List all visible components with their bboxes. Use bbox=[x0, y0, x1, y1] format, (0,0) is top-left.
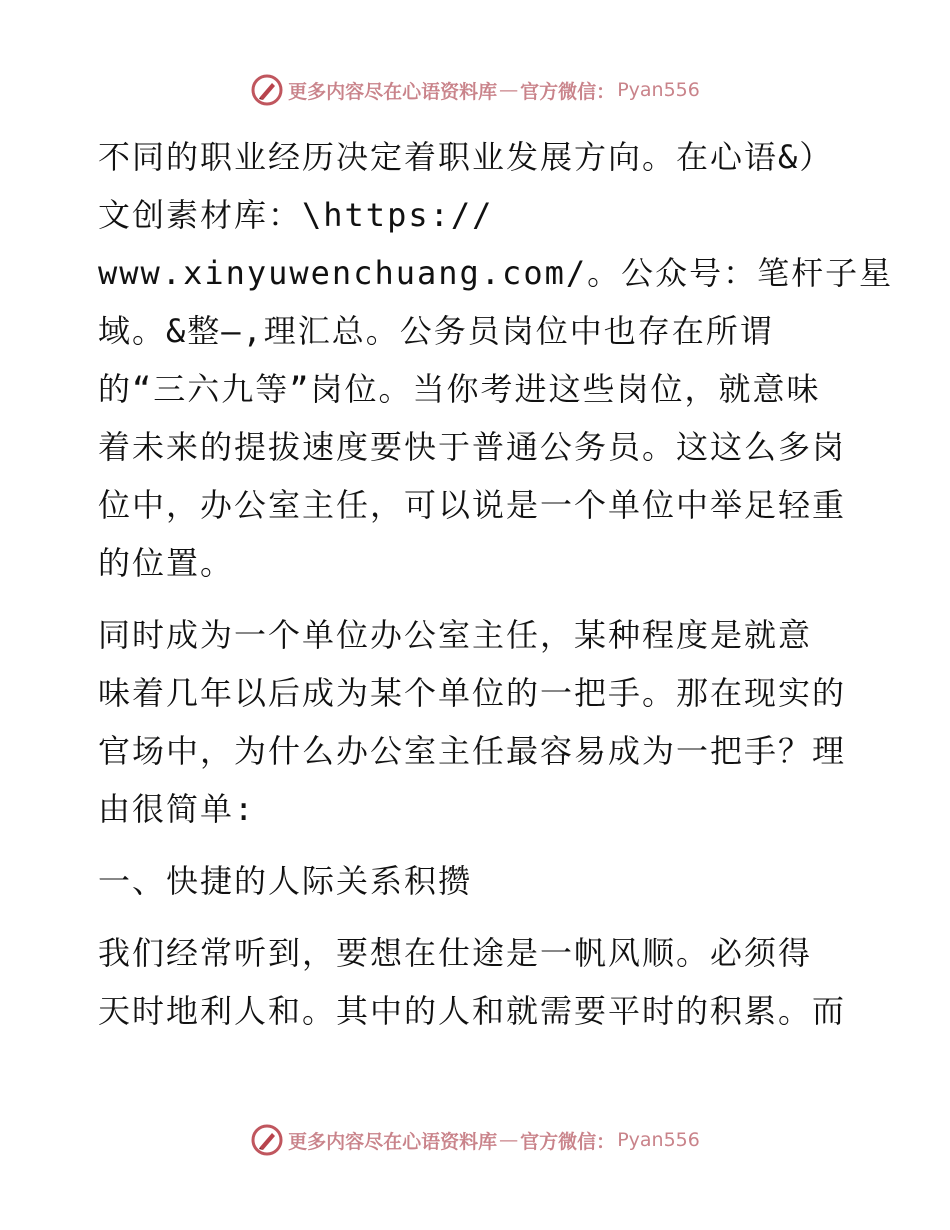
section-heading: 一、快捷的人际关系积攒 bbox=[98, 862, 473, 900]
paragraph-1 bbox=[98, 128, 894, 592]
footer-watermark-banner bbox=[0, 1120, 950, 1160]
banner-wechat-id: Pyan556 bbox=[617, 1129, 700, 1151]
banner-wechat-label: 官方微信： bbox=[520, 80, 616, 103]
paragraph-3 bbox=[98, 924, 858, 1040]
text-line: 着未来的提拔速度要快于普通公务员。这这么多岗 bbox=[98, 428, 847, 466]
text-line: 我们经常听到，要想在仕途是一帆风顺。必须得 bbox=[98, 934, 813, 972]
text-line: 味着几年以后成为某个单位的一把手。那在现实的 bbox=[98, 674, 847, 712]
banner-wechat-id: Pyan556 bbox=[617, 79, 700, 101]
banner-site-text: 更多内容尽在心语资料库 bbox=[288, 1130, 498, 1153]
text-line: 的位置。 bbox=[98, 544, 235, 582]
text-line: www.xinyuwenchuang.com/。公众号：笔杆子星 bbox=[98, 254, 894, 292]
text-line: 天时地利人和。其中的人和就需要平时的积累。而 bbox=[98, 992, 847, 1030]
text-line: 位中，办公室主任，可以说是一个单位中举足轻重 bbox=[98, 486, 847, 524]
text-line: 同时成为一个单位办公室主任，某种程度是就意 bbox=[98, 616, 813, 654]
banner-dash: — bbox=[499, 79, 519, 101]
text-line: 的“三六九等”岗位。当你考进这些岗位，就意味 bbox=[98, 370, 821, 408]
document-body bbox=[98, 128, 894, 1040]
text-line: 文创素材库：\https:// bbox=[98, 196, 494, 234]
header-watermark-banner bbox=[0, 70, 950, 110]
paragraph-spacer bbox=[98, 838, 858, 852]
text-line: 官场中，为什么办公室主任最容易成为一把手？理 bbox=[98, 732, 847, 770]
banner-wechat-label: 官方微信： bbox=[520, 1130, 616, 1153]
paragraph-spacer bbox=[98, 592, 858, 606]
text-line: 域。&整—,理汇总。公务员岗位中也存在所谓 bbox=[98, 312, 774, 350]
paragraph-spacer bbox=[98, 910, 858, 924]
banner-dash: — bbox=[499, 1129, 519, 1151]
text-line: 由很简单: bbox=[98, 790, 256, 828]
pen-in-circle-icon bbox=[250, 1123, 284, 1157]
text-line: 不同的职业经历决定着职业发展方向。在心语&） bbox=[98, 138, 834, 176]
pen-in-circle-icon bbox=[250, 73, 284, 107]
banner-site-text: 更多内容尽在心语资料库 bbox=[288, 80, 498, 103]
paragraph-2 bbox=[98, 606, 858, 838]
